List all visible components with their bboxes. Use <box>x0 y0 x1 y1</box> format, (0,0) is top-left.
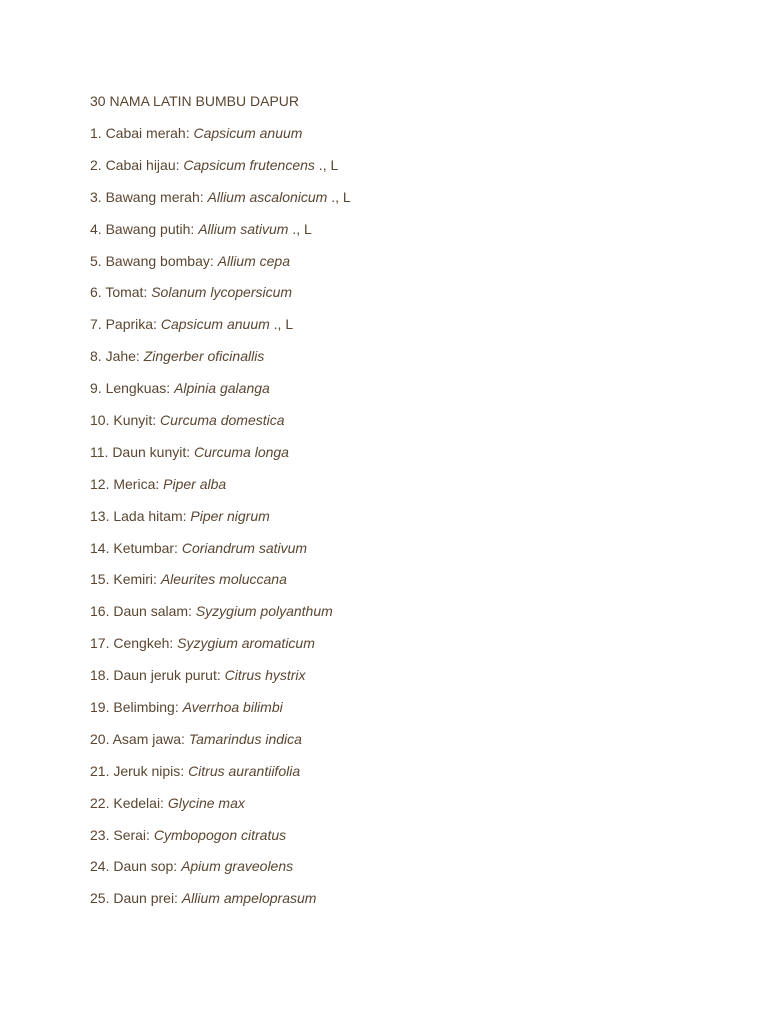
latin-name: Apium graveolens <box>181 858 294 875</box>
latin-name: Zingerber oficinallis <box>143 348 265 365</box>
list-item <box>90 762 351 794</box>
item-label: 8. Jahe: <box>90 348 144 365</box>
item-label: 25. Daun prei: <box>90 890 182 907</box>
item-label: 18. Daun jeruk purut: <box>90 667 225 684</box>
latin-name: Coriandrum sativum <box>181 539 308 556</box>
latin-name: Cymbopogon citratus <box>153 826 287 843</box>
item-label: 9. Lengkuas: <box>90 380 175 397</box>
item-label: 1. Cabai merah: <box>90 125 194 141</box>
document-title: 30 NAMA LATIN BUMBU DAPUR <box>90 93 300 109</box>
list-item <box>90 283 351 315</box>
list-item <box>90 889 351 921</box>
item-label: 13. Lada hitam: <box>90 507 191 524</box>
latin-name: Piper nigrum <box>190 507 270 524</box>
latin-name: Syzygium aromaticum <box>177 635 315 652</box>
item-label: 5. Bawang bombay: <box>90 252 218 269</box>
item-suffix: ., L <box>327 188 351 205</box>
item-label: 24. Daun sop: <box>90 858 182 875</box>
item-label: 15. Kemiri: <box>90 571 161 588</box>
list-item <box>90 570 351 602</box>
item-suffix: ., L <box>288 220 312 237</box>
list-item <box>90 124 351 156</box>
item-label: 21. Jeruk nipis: <box>90 762 189 779</box>
item-label: 20. Asam jawa: <box>90 730 189 747</box>
latin-name: Citrus hystrix <box>224 667 306 684</box>
list-item <box>90 475 351 507</box>
list-item <box>90 220 351 252</box>
list-item <box>90 794 351 826</box>
latin-name: Tamarindus indica <box>188 730 302 747</box>
latin-name: Allium sativum <box>198 220 289 237</box>
list-item <box>90 507 351 539</box>
item-label: 11. Daun kunyit: <box>90 443 195 460</box>
item-label: 19. Belimbing: <box>90 699 183 716</box>
latin-name: Averrhoa bilimbi <box>182 699 283 716</box>
item-label: 16. Daun salam: <box>90 603 196 620</box>
item-label: 17. Cengkeh: <box>90 635 178 652</box>
item-label: 2. Cabai hijau: <box>90 156 184 173</box>
latin-name: Allium cepa <box>217 252 291 269</box>
list-item <box>90 826 351 858</box>
list-item <box>90 634 351 666</box>
list-item <box>90 698 351 730</box>
latin-name: Capsicum anuum <box>193 125 303 141</box>
latin-name: Aleurites moluccana <box>160 571 287 588</box>
latin-name: Piper alba <box>163 475 227 492</box>
list-item <box>90 539 351 571</box>
latin-name: Capsicum frutencens <box>183 156 315 173</box>
list-item <box>90 315 351 347</box>
list-item <box>90 347 351 379</box>
latin-name: Alpinia galanga <box>174 380 270 397</box>
item-label: 22. Kedelai: <box>90 794 168 811</box>
latin-name: Curcuma domestica <box>160 412 285 429</box>
latin-name: Syzygium polyanthum <box>195 603 333 620</box>
item-label: 6. Tomat: <box>90 284 152 301</box>
latin-name: Allium ascalonicum <box>207 188 328 205</box>
list-item <box>90 602 351 634</box>
list-item <box>90 411 351 443</box>
item-label: 12. Merica: <box>90 475 164 492</box>
spice-list <box>90 124 351 921</box>
latin-name: Curcuma longa <box>194 443 289 460</box>
latin-name: Capsicum anuum <box>160 316 270 333</box>
item-label: 3. Bawang merah: <box>90 188 208 205</box>
latin-name: Allium ampeloprasum <box>181 890 317 907</box>
list-item <box>90 730 351 762</box>
latin-name: Solanum lycopersicum <box>151 284 293 301</box>
list-item <box>90 857 351 889</box>
list-item <box>90 252 351 284</box>
item-label: 23. Serai: <box>90 826 154 843</box>
latin-name: Citrus aurantiifolia <box>188 762 301 779</box>
item-label: 7. Paprika: <box>90 316 161 333</box>
list-item <box>90 443 351 475</box>
item-label: 14. Ketumbar: <box>90 539 182 556</box>
item-label: 10. Kunyit: <box>90 412 161 429</box>
list-item <box>90 156 351 188</box>
list-item <box>90 379 351 411</box>
item-suffix: ., L <box>314 156 339 173</box>
item-label: 4. Bawang putih: <box>90 220 199 237</box>
latin-name: Glycine max <box>167 794 245 811</box>
list-item <box>90 666 351 698</box>
item-suffix: ., L <box>269 316 294 333</box>
list-item <box>90 188 351 220</box>
